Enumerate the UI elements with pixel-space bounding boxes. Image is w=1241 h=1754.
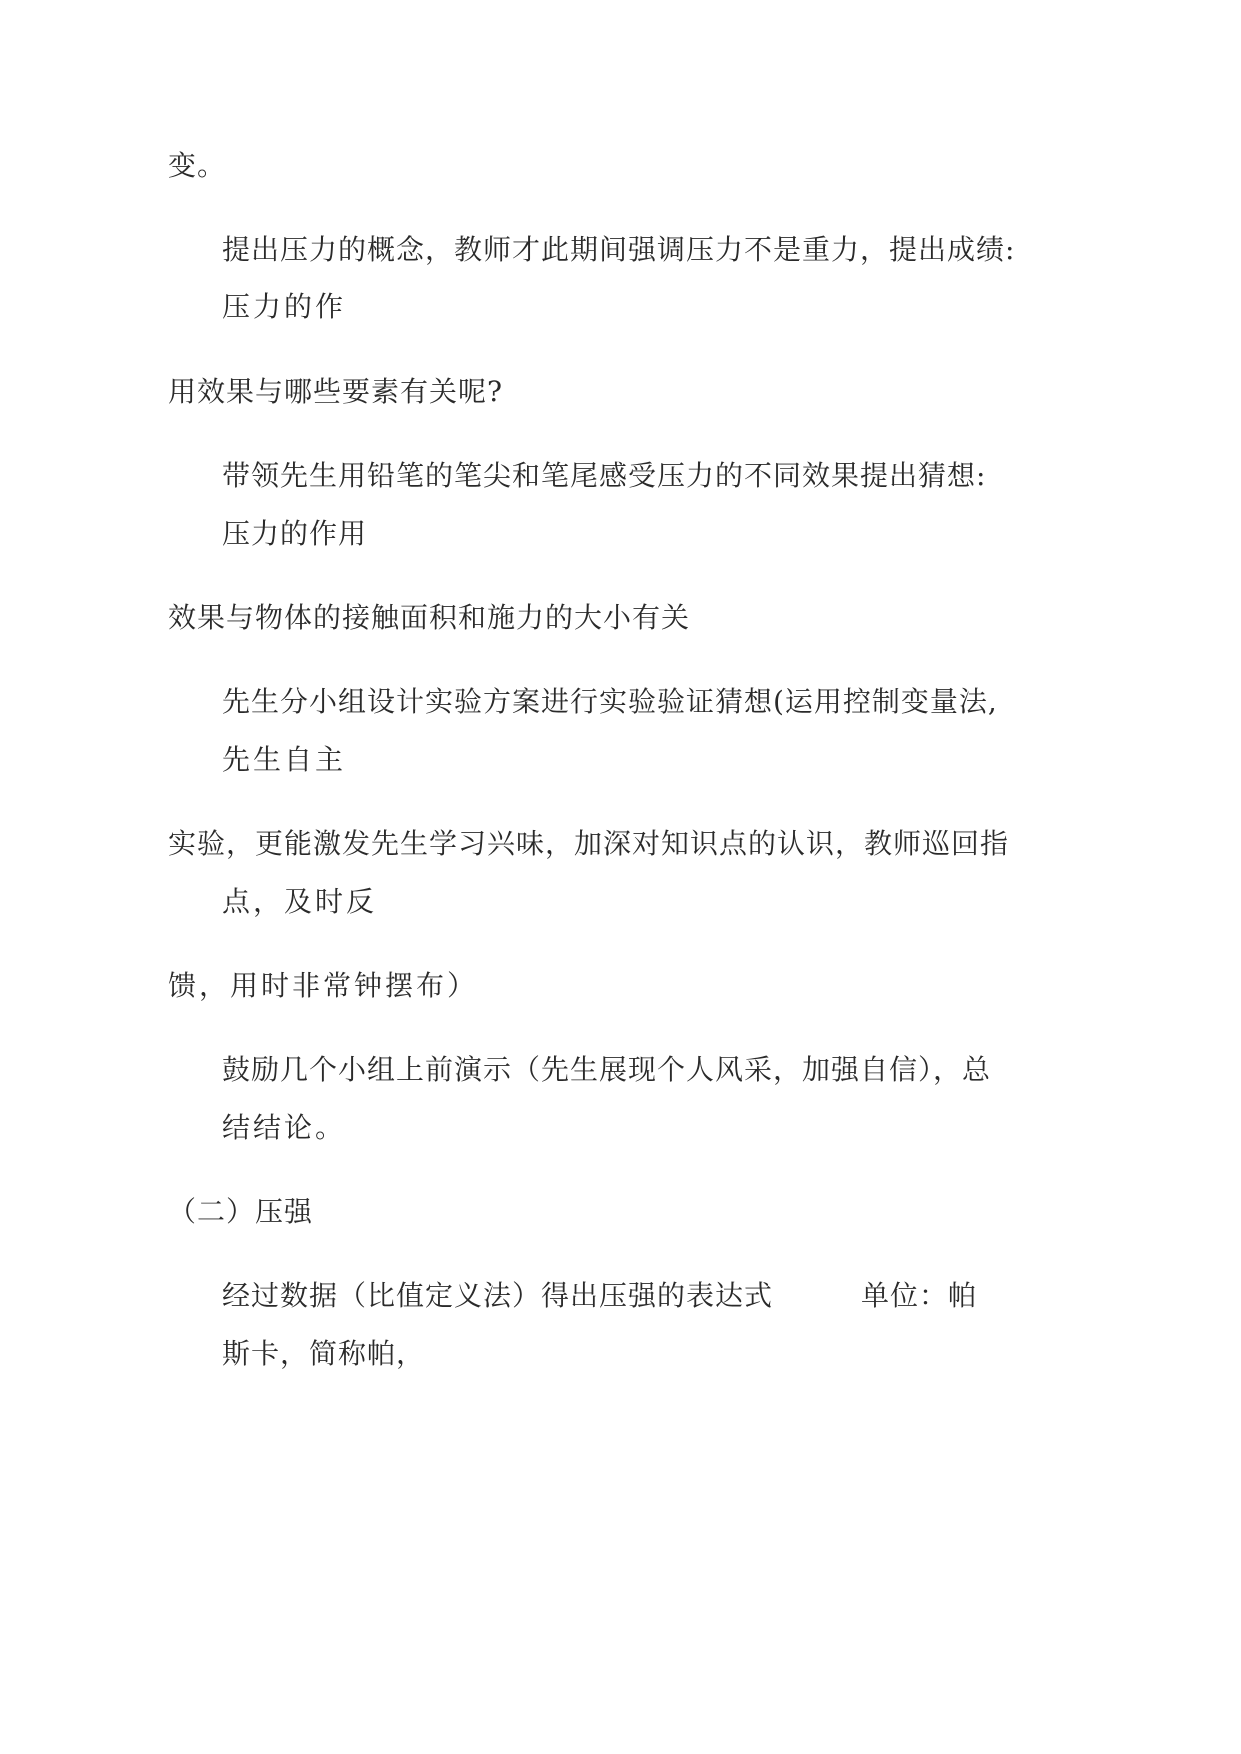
formula-text: 经过数据（比值定义法）得出压强的表达式 bbox=[222, 1279, 774, 1312]
formula-line bbox=[222, 1278, 977, 1314]
text-line: 压力的作 bbox=[222, 290, 347, 323]
text-line: 馈，用时非常钟摆布） bbox=[168, 969, 479, 1002]
text-line: 变。 bbox=[168, 149, 227, 182]
text-line: 先生自主 bbox=[222, 743, 347, 776]
section-heading: （二）压强 bbox=[168, 1195, 314, 1228]
text-line: 实验，更能激发先生学习兴味，加深对知识点的认识，教师巡回指 bbox=[168, 827, 1010, 860]
text-line: 效果与物体的接触面积和施力的大小有关 bbox=[168, 601, 691, 634]
text-line: 鼓励几个小组上前演示（先生展现个人风采，加强自信），总 bbox=[222, 1053, 992, 1086]
text-line: 带领先生用铅笔的笔尖和笔尾感受压力的不同效果提出猜想: bbox=[222, 459, 987, 492]
text-line: 结结论。 bbox=[222, 1111, 347, 1144]
unit-text: 单位：帕 bbox=[861, 1279, 978, 1312]
text-line: 用效果与哪些要素有关呢? bbox=[168, 375, 504, 408]
text-line: 压力的作用 bbox=[222, 517, 368, 550]
text-line: 点，及时反 bbox=[222, 885, 378, 918]
text-line: 先生分小组设计实验方案进行实验验证猜想(运用控制变量法, bbox=[222, 685, 998, 718]
text-line: 斯卡，简称帕， bbox=[222, 1337, 426, 1370]
text-line: 提出压力的概念，教师才此期间强调压力不是重力，提出成绩: bbox=[222, 233, 1016, 266]
